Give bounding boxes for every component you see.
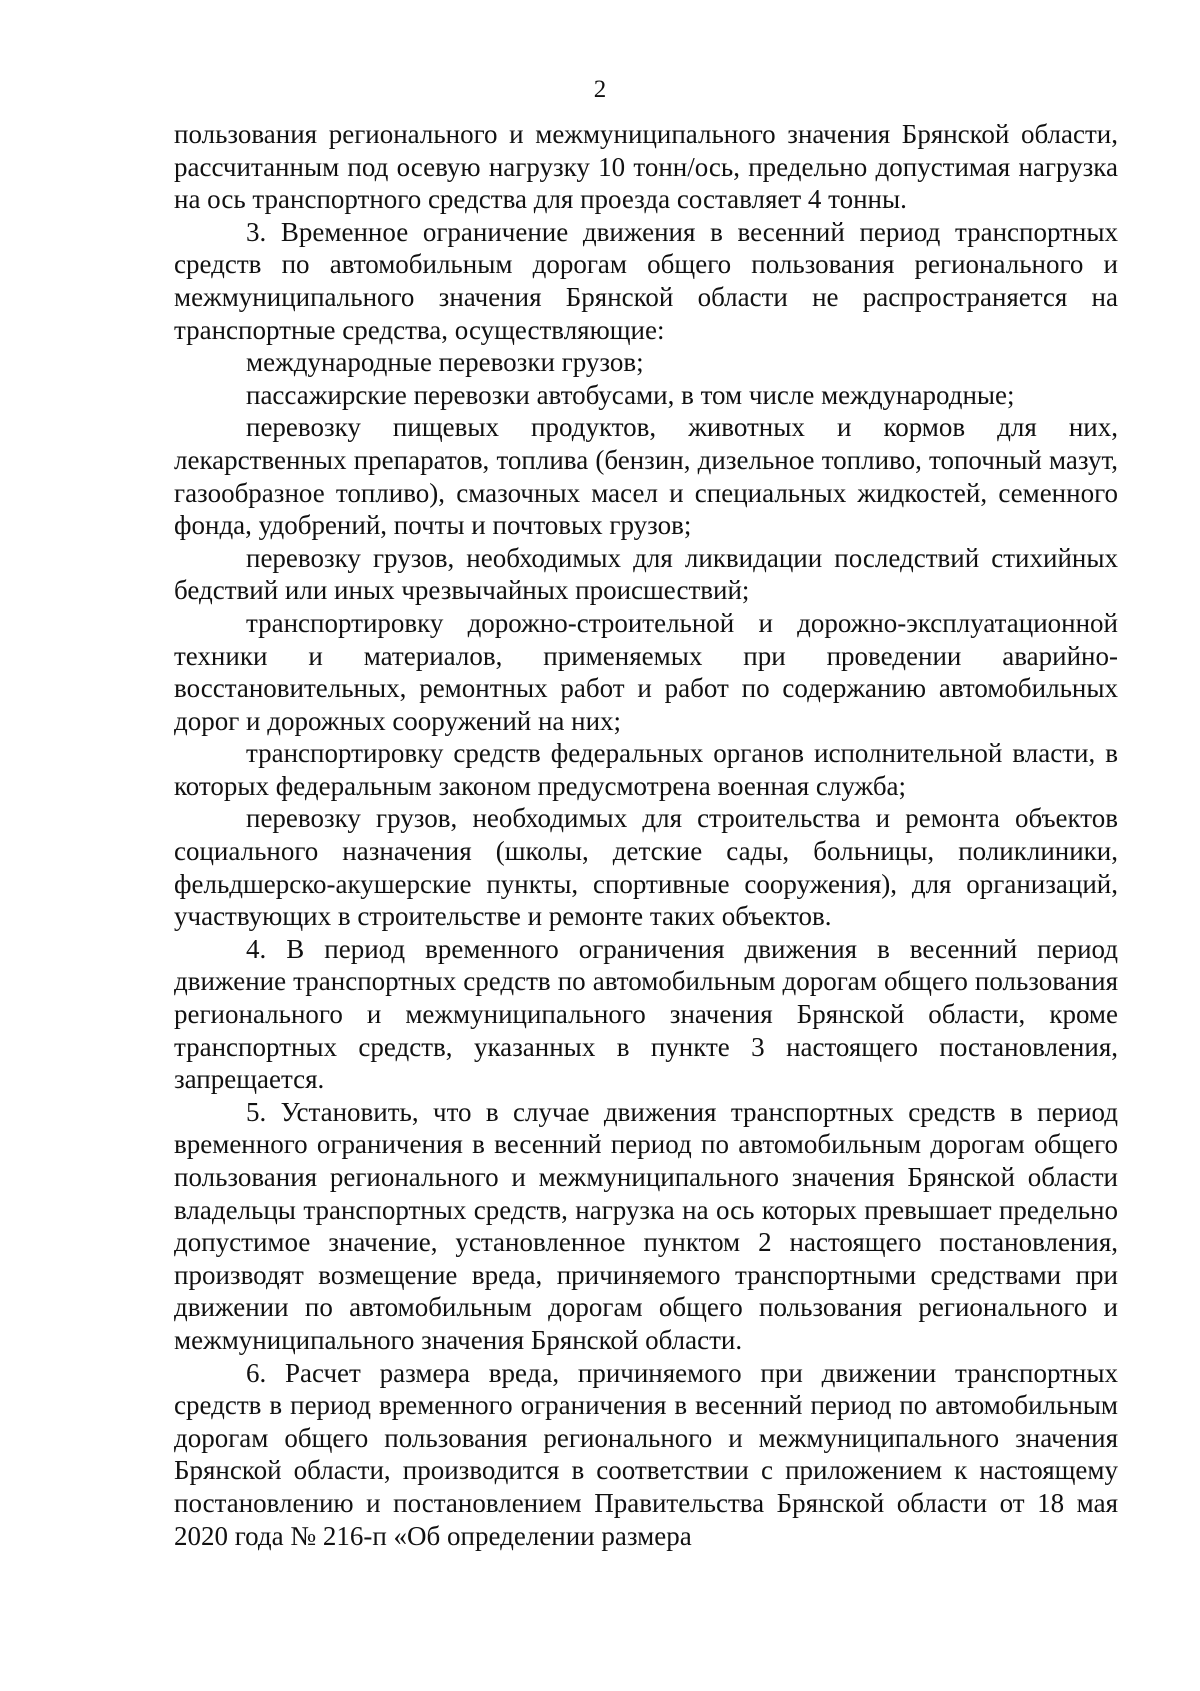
list-item-food-fuel-transport: перевозку пищевых продуктов, животных и кормов для них, лекарственных препаратов, топлива (бензин, дизельное топливо, топочный мазут, газообразное топливо), смазочных масел и специальных жидкостей, семенного фонда, удобрений, почты и почтовых грузов;	[174, 412, 1118, 541]
list-item-international-cargo: международные перевозки грузов;	[246, 347, 644, 378]
document-body	[174, 118, 1118, 1552]
list-item-passenger-buses: пассажирские перевозки автобусами, в том числе международные;	[246, 379, 1015, 410]
list-item-road-equipment: транспортировку дорожно-строительной и дорожно-эксплуатационной техники и материалов, применяемых при проведении аварийно-восстановительных, ремонтных работ и работ по содержанию автомобильных дорог и дорожных сооружений на них;	[174, 607, 1118, 736]
paragraph-item-6: 6. Расчет размера вреда, причиняемого при движении транспортных средств в период временного ограничения в весенний период по автомобильным дорогам общего пользования регионального и межмуниципального значения Брянской области, производится в соответствии с приложением к настоящему постановлению и постановлением Правительства Брянской области от 18 мая 2020 года № 216-п «Об определении размера	[174, 1357, 1118, 1551]
list-item-military-service: транспортировку средств федеральных органов исполнительной власти, в которых федеральным законом предусмотрена военная служба;	[174, 738, 1118, 801]
paragraph-continuation: пользования регионального и межмуниципального значения Брянской области, рассчитанным под осевую нагрузку 10 тонн/ось, предельно допустимая нагрузка на ось транспортного средства для проезда составляет 4 тонны.	[174, 119, 1118, 215]
paragraph-item-3: 3. Временное ограничение движения в весенний период транспортных средств по автомобильным дорогам общего пользования регионального и межмуниципального значения Брянской области не распространяется на транспортные средства, осуществляющие:	[174, 216, 1118, 345]
paragraph-item-5: 5. Установить, что в случае движения транспортных средств в период временного ограничения в весенний период по автомобильным дорогам общего пользования регионального и межмуниципального значения Брянской области владельцы транспортных средств, нагрузка на ось которых превышает предельно допустимое значение, установленное пунктом 2 настоящего постановления, производят возмещение вреда, причиняемого транспортными средствами при движении по автомобильным дорогам общего пользования регионального и межмуниципального значения Брянской области.	[174, 1096, 1118, 1355]
paragraph-item-4: 4. В период временного ограничения движения в весенний период движение транспортных средств по автомобильным дорогам общего пользования регионального и межмуниципального значения Брянской области, кроме транспортных средств, указанных в пункте 3 настоящего постановления, запрещается.	[174, 933, 1118, 1095]
list-item-disaster-relief: перевозку грузов, необходимых для ликвидации последствий стихийных бедствий или иных чрезвычайных происшествий;	[174, 542, 1118, 606]
list-item-social-construction: перевозку грузов, необходимых для строительства и ремонта объектов социального назначения (школы, детские сады, больницы, поликлиники, фельдшерско-акушерские пункты, спортивные сооружения), для организаций, участвующих в строительстве и ремонте таких объектов.	[174, 803, 1118, 932]
page-number: 2	[593, 76, 607, 103]
